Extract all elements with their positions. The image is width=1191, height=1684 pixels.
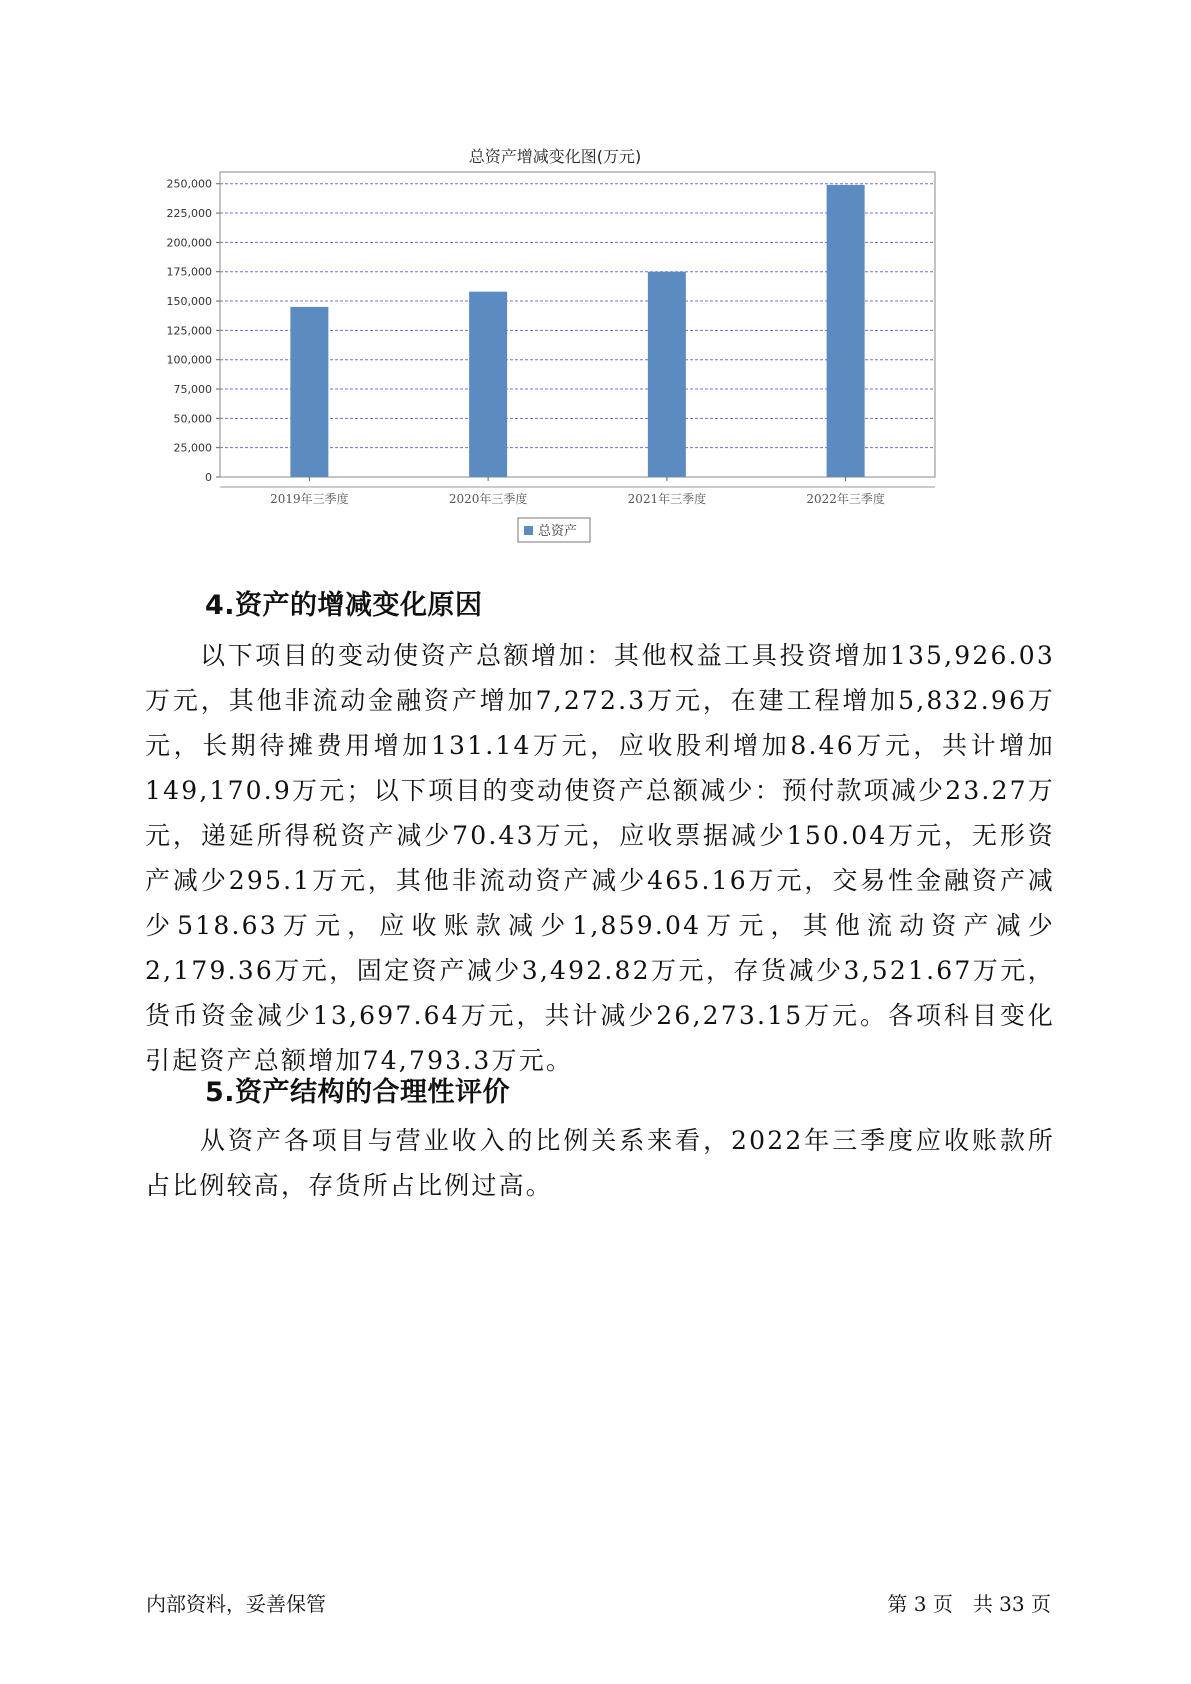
y-tick-label: 125,000 — [166, 324, 212, 338]
y-tick-label: 175,000 — [166, 265, 212, 279]
section5-heading: 5.资产结构的合理性评价 — [205, 1077, 511, 1108]
y-tick-label: 150,000 — [166, 295, 212, 309]
y-tick-label: 25,000 — [173, 441, 212, 455]
x-tick-label: 2020年三季度 — [448, 492, 528, 506]
chart-svg — [160, 140, 1040, 600]
footer-confidential-note: 内部资料，妥善保管 — [146, 1592, 326, 1616]
legend-label: 总资产 — [538, 524, 578, 539]
bar-3 — [648, 272, 686, 477]
y-tick-label: 250,000 — [166, 177, 212, 191]
total-assets-chart — [160, 140, 1040, 600]
section5-paragraph: 从资产各项目与营业收入的比例关系来看，2022年三季度应收账款所占比例较高，存货所占比例过高。 — [145, 1126, 1055, 1200]
chart-title: 总资产增减变化图(万元) — [468, 147, 642, 166]
section5-body-block — [145, 1118, 1055, 1208]
x-tick-label: 2022年三季度 — [806, 492, 885, 506]
section4-heading: 4.资产的增减变化原因 — [205, 590, 483, 621]
bar-1 — [290, 307, 328, 477]
y-tick-label: 100,000 — [166, 353, 212, 367]
section4-paragraph: 以下项目的变动使资产总额增加：其他权益工具投资增加135,926.03万元，其他非流动金融资产增加7,272.3万元，在建工程增加5,832.96万元，长期待摊费用增加131.14万元，应收股利增加8.46万元，共计增加149,170.9万元；以下项目的变动使资产总额减少：预付款项减少23.27万元，递延所得税资产减少70.43万元，应收票据减少150.04万元，无形资产减少295.1万元，其他非流动资产减少465.16万元，交易性金融资产减少518.63万元，应收账款减少1,859.04万元，其他流动资产减少2,179.36万元，固定资产减少3,492.82万元，存货减少3,521.67万元，货币资金减少13,697.64万元，共计减少26,273.15万元。各项科目变化引起资产总额增加74,793.3万元。 — [145, 641, 1055, 1075]
legend-swatch — [524, 526, 533, 535]
bar-2 — [469, 292, 507, 477]
x-tick-label: 2021年三季度 — [627, 492, 707, 506]
footer-page-number: 第 3 页 共 33 页 — [887, 1592, 1051, 1616]
x-tick-label: 2019年三季度 — [270, 492, 349, 506]
y-tick-label: 225,000 — [166, 207, 212, 221]
y-tick-label: 0 — [205, 471, 212, 484]
y-tick-label: 200,000 — [166, 236, 212, 250]
section4-body-block — [145, 633, 1055, 1083]
y-tick-label: 75,000 — [173, 383, 212, 397]
y-tick-label: 50,000 — [173, 412, 212, 426]
bar-4 — [827, 185, 865, 477]
